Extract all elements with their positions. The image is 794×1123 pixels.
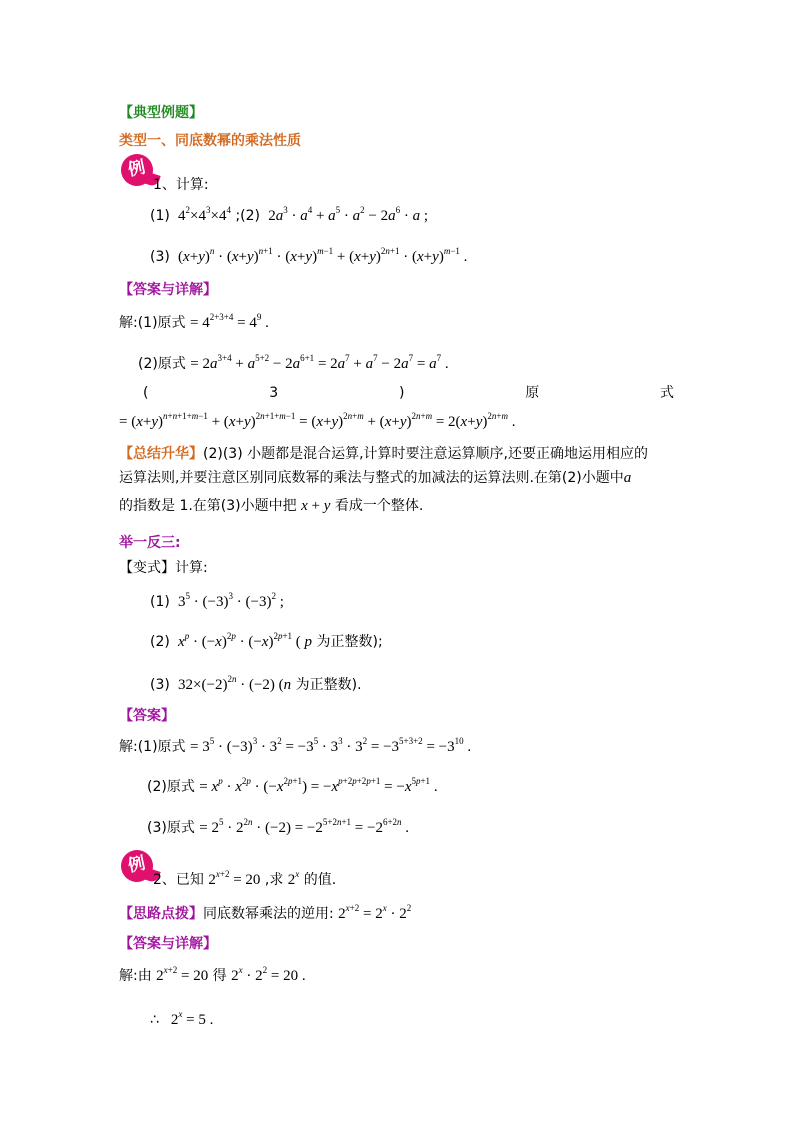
math-expression: = $x^p \cdot x^{2p} \cdot (-x^{2p+1}) = -x^{p+2p+2p+1} = -x^{5p+1}$ .: [199, 776, 438, 795]
problem-label: (1): [150, 594, 170, 610]
type-one-heading: 类型一、同底数幂的乘法性质: [119, 133, 301, 149]
section-heading-typical-examples: 【典型例题】: [119, 105, 203, 121]
solution-text: 得: [212, 968, 227, 984]
problem-label: (2): [150, 634, 170, 650]
prompt-text: 的值.: [303, 872, 337, 888]
summary-text: 的指数是 1.在第(3)小题中把: [119, 498, 297, 514]
label-part: 式: [659, 385, 674, 401]
answer-detail-heading-2: 【答案与详解】: [119, 936, 217, 952]
solution2-line1: [119, 967, 306, 986]
hint-text: 同底数幂乘法的逆用:: [203, 906, 334, 922]
summary-line-2: [119, 469, 631, 487]
variant-label: 【变式】: [119, 560, 175, 576]
solution1-part3-label: [143, 384, 674, 402]
math-expression: $(x+y)^n \cdot (x+y)^{n+1} \cdot (x+y)^{m-1} + (x+y)^{2n+1} \cdot (x+y)^{m-1}$ .: [174, 246, 468, 265]
math-expression: = $2a^{3+4} + a^{5+2} - 2a^{6+1} = 2a^7 + a^7 - 2a^7 = a^7$ .: [190, 353, 449, 372]
example2-prompt: [153, 871, 336, 890]
variant-problem-1: [150, 593, 284, 612]
math-expression: 2$^x$: [287, 869, 300, 888]
problem-label: (3): [150, 677, 170, 693]
variant-answer-2: [147, 778, 438, 797]
solution-label: 解:(1)原式: [119, 739, 186, 755]
therefore-symbol: ∴: [150, 1012, 159, 1028]
label-part: 3: [269, 385, 279, 401]
label-part: ): [398, 385, 405, 401]
label-part: (: [143, 385, 149, 401]
summary-text: 运算法则,并要注意区别同底数幂的乘法与整式的加减法的运算法则.在第(2)小题中: [119, 470, 624, 486]
answer-detail-heading-1: 【答案与详解】: [119, 282, 217, 298]
problem-note: 为正整数).: [295, 677, 362, 693]
example1-prompt: 1、计算:: [153, 177, 209, 193]
math-expression: $x^p \cdot (-x)^{2p} \cdot (-x)^{2p+1}$ ( p: [178, 631, 313, 650]
solution1-part3: [119, 413, 515, 432]
problem-note: 为正整数);: [316, 634, 383, 650]
math-expression: = $(x+y)^{n+n+1+m-1} + (x+y)^{2n+1+m-1} = (x+y)^{2n+m} + (x+y)^{2n+m} = 2(x+y)^{2n+m}$ .: [119, 411, 516, 430]
solution-label: (3)原式: [147, 820, 195, 836]
math-expression: $2^{x+2} = 2^x \cdot 2^2$: [338, 903, 412, 922]
summary-text: (2)(3) 小题都是混合运算,计算时要注意运算顺序,还要正确地运用相应的: [203, 446, 649, 462]
summary-label: 【总结升华】: [119, 446, 203, 462]
solution-label: 解:(1)原式: [119, 315, 186, 331]
math-expression: $2^{x+2} = 20$: [208, 869, 261, 888]
problem-label: ;(2): [235, 208, 260, 224]
solution-label: (2)原式: [147, 779, 195, 795]
math-expression: $2^{x+2} = 20$: [156, 965, 209, 984]
math-expression: $3^5 \cdot (-3)^3 \cdot (-3)^2$ ;: [174, 591, 284, 610]
math-expression: x + y: [301, 498, 331, 514]
solution1-part2: [138, 355, 449, 374]
math-expression: $2^x = 5$ .: [163, 1009, 214, 1028]
solution1-part1: [119, 314, 269, 333]
variant-prompt: 计算:: [175, 560, 208, 576]
hint-label: 【思路点拨】: [119, 906, 203, 922]
prompt-text: ,求: [264, 872, 284, 888]
answer-heading: 【答案】: [119, 708, 175, 724]
math-expression: $4^2\times 4^3\times 4^4$: [174, 205, 231, 224]
solution2-line2: [150, 1011, 213, 1030]
variant-problem-2: [150, 633, 383, 652]
math-expression: $2^x \cdot 2^2 = 20$ .: [231, 965, 306, 984]
practice-heading: 举一反三:: [119, 535, 181, 551]
variant-answer-1: [119, 738, 471, 757]
example-badge-2: 例: [118, 847, 156, 885]
variant-heading: [119, 559, 208, 577]
variant-problem-3: [150, 676, 362, 695]
label-part: 原: [525, 385, 540, 401]
problem-label: (1): [150, 208, 170, 224]
example1-problem-3: [150, 248, 467, 267]
summary-line-1: [119, 445, 648, 463]
example1-problem-1-2: [150, 207, 428, 226]
math-expression: = $4^{2+3+4} = 4^9$ .: [190, 312, 269, 331]
problem-label: (3): [150, 249, 170, 265]
prompt-text: 2、已知: [153, 872, 204, 888]
math-expression: = $3^5 \cdot (-3)^3 \cdot 3^2 = -3^5 \cdot 3^3 \cdot 3^2 = -3^{5+3+2} = -3^{10}$ .: [190, 736, 472, 755]
variant-answer-3: [147, 819, 409, 838]
math-variable: a: [623, 470, 632, 486]
math-expression: = $2^5 \cdot 2^{2n} \cdot (-2) = -2^{5+2n+1} = -2^{6+2n}$ .: [199, 817, 410, 836]
summary-line-3: [119, 497, 423, 515]
summary-text: 看成一个整体.: [334, 498, 424, 514]
math-expression: $32\times(-2)^{2n} \cdot (-2)$ (n: [174, 674, 292, 693]
solution-label: 解:由: [119, 968, 152, 984]
example-badge-1: 例: [118, 151, 156, 189]
math-expression: $2a^3 \cdot a^4 + a^5 \cdot a^2 - 2a^6 \cdot a$ ;: [264, 205, 429, 224]
solution-label: (2)原式: [138, 356, 186, 372]
hint-line: [119, 905, 411, 924]
